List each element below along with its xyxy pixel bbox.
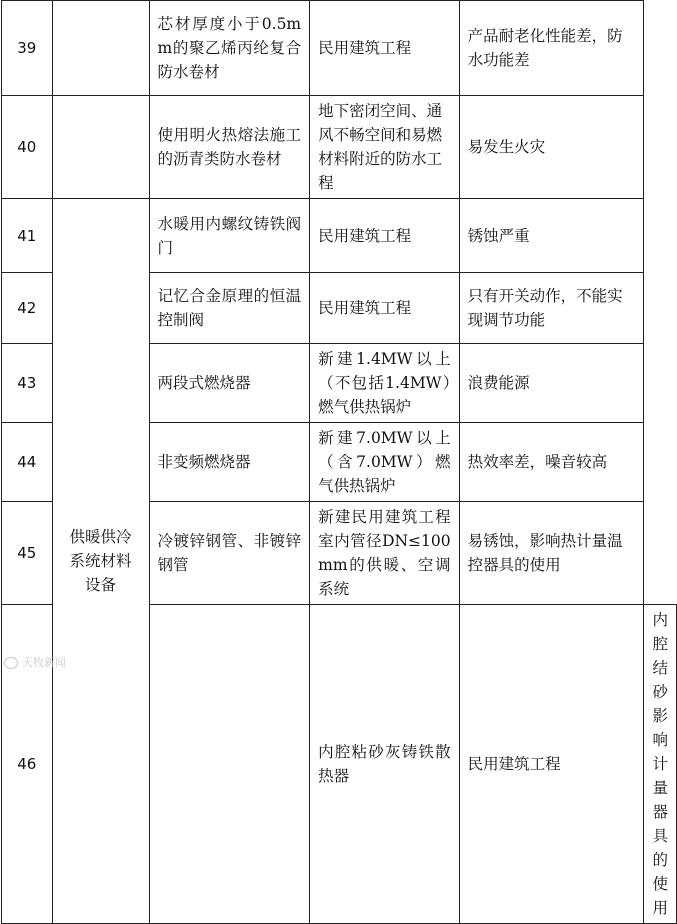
item-cell: 芯材厚度小于0.5mm的聚乙烯丙纶复合防水卷材 [149, 1, 310, 96]
reason-cell: 产品耐老化性能差，防水功能差 [459, 1, 644, 96]
scope-cell: 新建7.0MW以上（含7.0MW）燃气供热锅炉 [310, 423, 459, 502]
scope-cell: 地下密闭空间、通风不畅空间和易燃材料附近的防水工程 [310, 96, 459, 199]
row-number: 41 [2, 199, 53, 273]
row-number: 39 [2, 1, 53, 96]
reason-cell: 热效率差，噪音较高 [459, 423, 644, 502]
item-cell: 水暖用内螺纹铸铁阀门 [149, 199, 310, 273]
item-cell: 内腔粘砂灰铸铁散热器 [310, 605, 459, 924]
row-number: 44 [2, 423, 53, 502]
item-cell: 记忆合金原理的恒温控制阀 [149, 273, 310, 344]
category-cell [52, 1, 149, 96]
watermark-logo-icon [4, 657, 18, 669]
scope-cell: 民用建筑工程 [310, 1, 459, 96]
scope-cell: 新建民用建筑工程室内管径DN≤100mm的供暖、空调系统 [310, 502, 459, 605]
reason-cell: 内腔结砂影响计量器具的使用 [644, 605, 677, 924]
scope-cell: 民用建筑工程 [310, 273, 459, 344]
watermark [4, 654, 66, 670]
reason-cell: 浪费能源 [459, 344, 644, 423]
row-number: 45 [2, 502, 53, 605]
row-number: 40 [2, 96, 53, 199]
row-number: 42 [2, 273, 53, 344]
item-cell: 使用明火热熔法施工的沥青类防水卷材 [149, 96, 310, 199]
row-number: 46 [2, 605, 53, 924]
watermark-text: 天牧新闻 [22, 656, 66, 669]
scope-cell: 民用建筑工程 [310, 199, 459, 273]
item-cell: 冷镀锌钢管、非镀锌钢管 [149, 502, 310, 605]
reason-cell: 易锈蚀，影响热计量温控器具的使用 [459, 502, 644, 605]
scope-cell: 新建1.4MW以上（不包括1.4MW）燃气供热锅炉 [310, 344, 459, 423]
category-cell [52, 96, 149, 199]
item-cell: 非变频燃烧器 [149, 423, 310, 502]
category-cell [149, 605, 310, 924]
item-cell: 两段式燃烧器 [149, 344, 310, 423]
table-row [2, 96, 677, 199]
table-row [2, 1, 677, 96]
table-row [2, 199, 677, 273]
category-label: 供暖供冷 系统材料 设备 [52, 199, 149, 924]
scope-cell: 民用建筑工程 [459, 605, 644, 924]
reason-cell: 易发生火灾 [459, 96, 644, 199]
row-number: 43 [2, 344, 53, 423]
reason-cell: 只有开关动作，不能实现调节功能 [459, 273, 644, 344]
reason-cell: 锈蚀严重 [459, 199, 644, 273]
restricted-materials-table [1, 0, 677, 924]
